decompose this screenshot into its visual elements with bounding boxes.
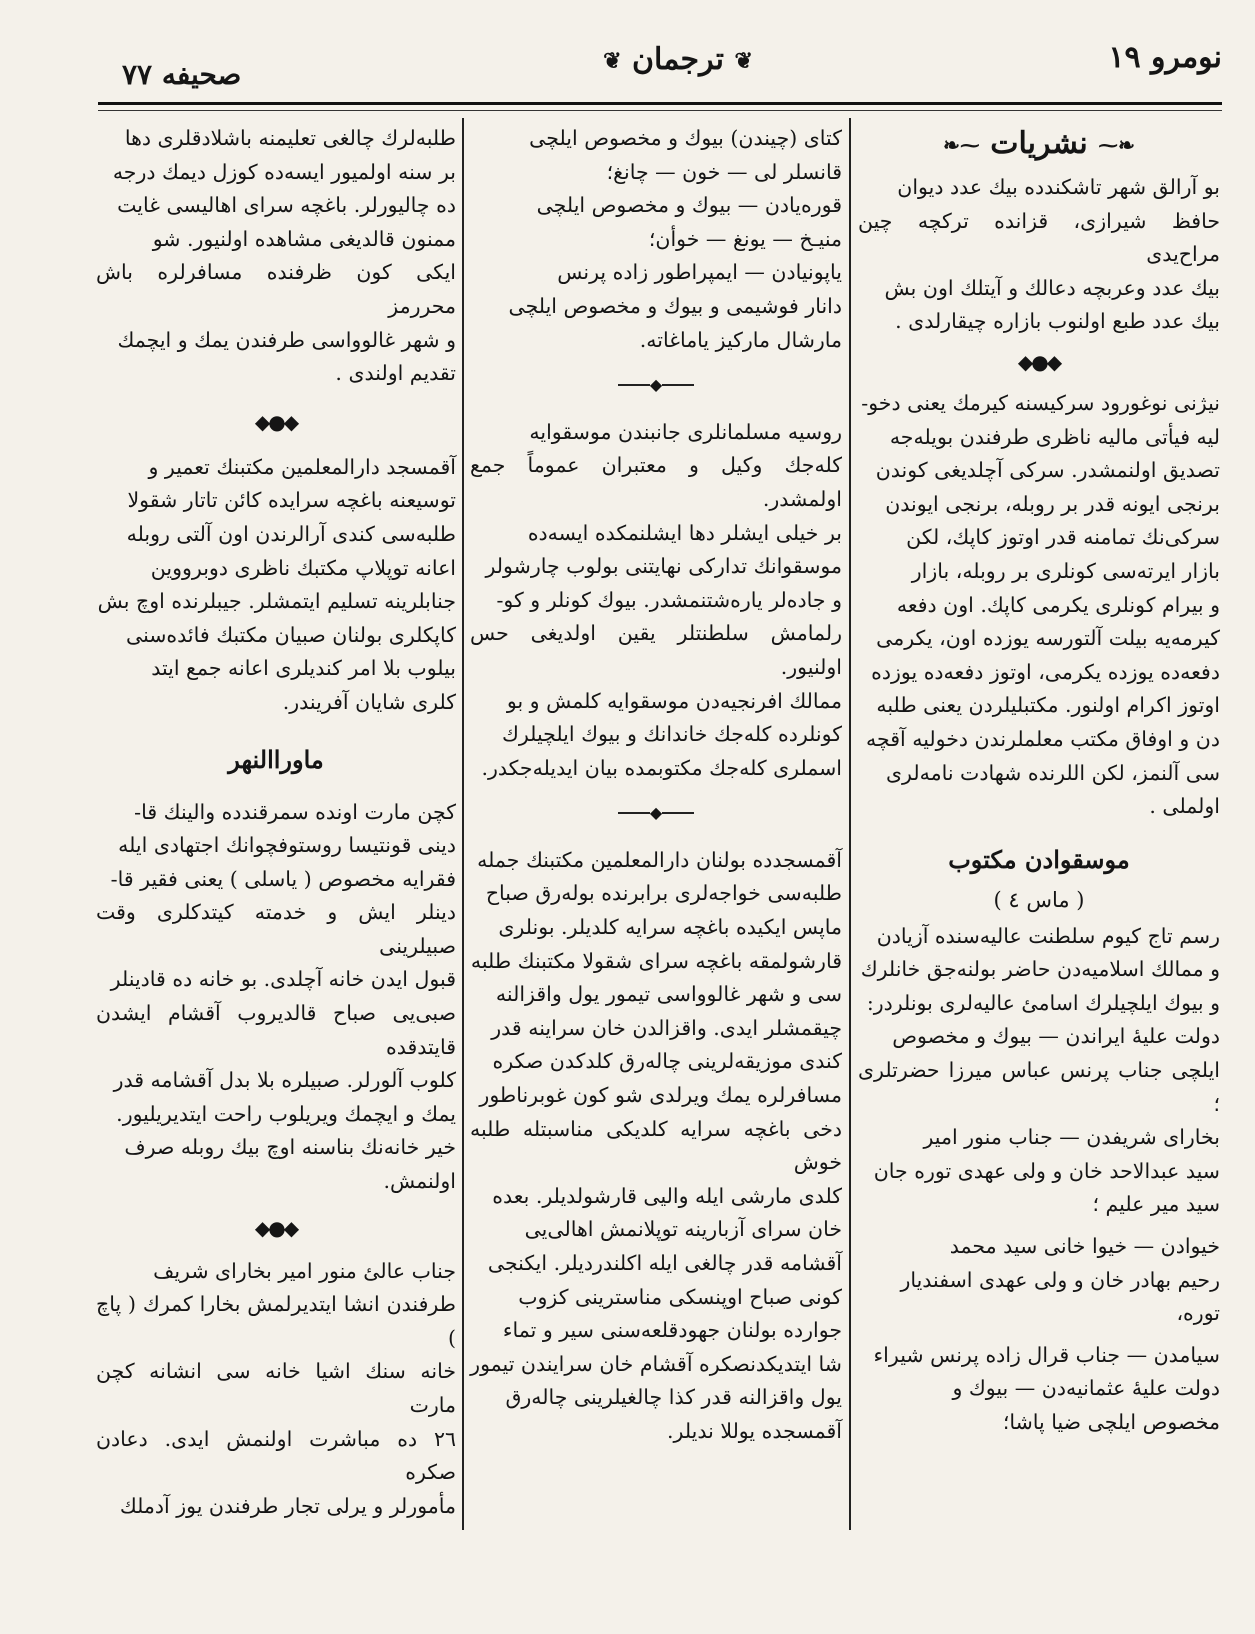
subsection-date: ( ماس ٤ )	[993, 887, 1085, 912]
divider-diamond: ◆	[649, 803, 663, 823]
line-divider	[470, 795, 842, 830]
page-number: صحيفه ٧٧	[122, 58, 242, 91]
article-paragraph: كتاى (چيندن) بيوك و مخصوص ايلچى قانسلر لى — خون — چانغ؛ قوره‌يادن — بيوك و مخصوص ايلچى منيـخ — يونغ — خوأن؛ ياپونيادن — ايمپراطور زاده پرنس دانار فوشيمى و بيوك و مخصوص ايلچى مارشال ماركيز ياماغاته.	[508, 126, 842, 352]
issue-number: نومرو ١٩	[1108, 40, 1222, 75]
section-title-transoxiana: ماوراالنهر	[228, 744, 324, 774]
column-middle	[470, 122, 842, 1449]
article-paragraph: روسيه مسلمانلرى جانبندن موسقوايه كله‌جك وكيل و معتبران عموماً جمع اولمشدر. بر خيلى ايشلر دها ايشلنمكده ايسه‌ده موسقوانك تداركى نهايتنى بولوب چارشولر و جاده‌لر يارەشتنمشدر. بيوك كونلر و كو- رلمامش سلطنتلر يقين اولديغى حس اولنيور. ممالك افرنجيه‌دن موسقوايه كلمش و بو كونلرده كله‌جك خاندانك و بيوك ايلچيلرك اسملرى كله‌جك مكتوبمده بيان ايديله‌جكدر.	[470, 419, 842, 780]
title-ornament-right: ❦	[734, 48, 753, 74]
article-paragraph: جناب عالئ منور امير بخاراى شريف طرفندن انشا ايتديرلمش بخارا كمرك ( پاچ ) خانه سنك اشيا خانه سى انشانه كچن مارت ٢٦ ده مباشرت اولنمش ايدى. دعادن صكره مأمورلر و يرلى تجار طرفندن يوز آدملك	[96, 1258, 456, 1518]
article-paragraph: بو آرالق شهر تاشكندده بيك عدد ديوان حافظ شيرازى، قزانده تركچه چين مراح‌يدى بيك عدد وعربچه دعالك و آيتلك اون بش بيك عدد طبع اولنوب بازاره چيقارلدى .	[858, 175, 1220, 334]
column-left	[96, 122, 456, 1523]
header-rule-thin	[98, 110, 1222, 111]
article-paragraph: خيوادن — خيوا خانى سيد محمد رحيم بهادر خان و ولى عهدى اسفنديار توره،	[900, 1234, 1220, 1326]
title-ornament-left: ❦	[603, 48, 622, 74]
column-separator-left	[462, 118, 464, 1530]
section-ornament-right: ❧⁓	[1098, 133, 1135, 157]
subsection-title: موسقوادن مكتوب	[948, 844, 1130, 874]
section-title-text: نشريات	[990, 126, 1088, 161]
article-paragraph: نيژنى نوغورود سركيسنه كيرمك يعنى دخو- ليه فيأتى ماليه ناظرى طرفندن بويله‌جه تصديق اولنمشدر. سركى آچلديغى كوندن برنجى ايونه قدر بر روبله، برنجى ايوندن سركى‌نك تمامنه قدر اوتوز كاپك، لكن بازار ايرته‌سى كونلرى بر روبله، بازار و بيرام كونلرى يكرمى كاپك. اون دفعه كيرمه‌يه بيلت آلتورسه يوزده اون، يكرمى دفعه‌ده يوزده يكرمى، اوتوز دفعه‌ده يوزده اوتوز اكرام اولنور. مكتبليلردن يعنى طلبه دن و اوفاق مكتب معلملرندن دخوليه آقچه سى آلنمز، لكن اللرنده شهادت نامه‌لرى اولملى .	[861, 390, 1220, 819]
ornament-divider: ◆●◆	[1017, 349, 1061, 374]
section-ornament-left: ⁓❧	[943, 133, 980, 157]
section-title-publications	[858, 124, 1220, 165]
article-paragraph: سيامدن — جناب قرال زاده پرنس شيراء دولت عليهٔ عثمانيه‌دن — بيوك و مخصوص ايلچى ضيا پاشا؛	[873, 1342, 1220, 1434]
article-paragraph: آقمسجدده بولنان دارالمعلمين مكتبنك جمله طلبه‌سى خواجه‌لرى برابرنده بوله‌رق صباح ماپس ايكيده باغچه سرايه كلديلر. بونلرى قارشولمقه باغچه سراى شقولا مكتبنك طلبه سى و شهر غالوواسى تيمور يول واقزالنه چيقمشلر ايدى. واقزالدن خان سراينه قدر كندى موزيقه‌لرينى چاله‌رق كلدكدن صكره مسافرلره يمك ويرلدى شو كون غوبرناطور دخى باغچه سرايه كلديكى مناسبتله طلبه خوش كلدى مارشى ايله واليى قارشولديلر. بعده خان سراى آزبارينه توپلانمش اهالى‌يى آقشامه قدر چالغى ايله اكلندرديلر. ايكنجى كونى صباح اوپنسكى مناسترينى كزوب جوارده بولنان جهودقلعه‌سنى سير و تماء شا ايتديكدنصكره آقشام خان سرايندن تيمور يول واقزالنه قدر كذا چالغيلرينى چاله‌رق آقمسجده يوللا نديلر.	[470, 847, 842, 1443]
column-right	[858, 122, 1220, 1440]
page-header	[98, 40, 1222, 106]
article-paragraph: كچن مارت اونده سمرقندده والينك قا- دينى قونتيسا روستوفچوانك اجتهادى ايله فقرايه مخصوص ( ياسلى ) يعنى فقير قا- دينلر ايش و خدمته كيتدكلرى وقت صبيلرينى قبول ايدن خانه آچلدى. بو خانه ده قادينلر صبى‌يى صباح قالديروب آقشام ايشدن قايتدقده كلوب آلورلر. صبيلره بلا بدل آقشامه قدر يمك و ايچمك ويريلوب راحت ايتديريليور. خير خانه‌نك بناسنه اوچ بيك روبله صرف اولنمش.	[96, 799, 456, 1194]
newspaper-title	[568, 42, 788, 77]
article-paragraph: آقمسجد دارالمعلمين مكتبنك تعمير و توسيعنه باغچه سرايده كائن تاتار شقولا طلبه‌سى كندى آرالرندن اون آلتى روبله اعانه توپلاپ مكتبك ناظرى دوبرووين جنابلرينه تسليم ايتمشلر. جيبلرنده اوچ بش كاپكلرى بولنان صبيان مكتبك فائده‌سنى بيلوب بلا امر كنديلرى اعانه جمع ايتد كلرى شايان آفريندر.	[97, 454, 456, 714]
article-paragraph: رسم تاج كيوم سلطنت عاليه‌سنده آزيادن و ممالك اسلاميه‌دن حاضر بولنه‌جق خانلرك و بيوك ايلچيلرك اسامئ عاليه‌لرى بونلردر: دولت عليهٔ ايراندن — بيوك و مخصوص ايلچى جناب پرنس عباس ميرزا حضرتلرى ؛ بخاراى شريفدن — جناب منور امير سيد عبدالاحد خان و ولى عهدى توره جان سيد مير عليم ؛	[858, 923, 1220, 1217]
newspaper-title-text: ترجمان	[632, 42, 724, 77]
ornament-divider: ◆●◆	[254, 409, 298, 434]
header-rule	[98, 102, 1222, 105]
divider-diamond: ◆	[649, 375, 663, 395]
line-divider	[470, 367, 842, 402]
ornament-divider: ◆●◆	[254, 1215, 298, 1240]
column-separator-right	[849, 118, 851, 1530]
article-paragraph: طلبه‌لرك چالغى تعليمنه باشلادقلرى دها بر سنه اولميور ايسه‌ده كوزل ديمك درجه‌ ده چاليورلر. باغچه سراى اهاليسى غايت ممنون قالديغى مشاهده اولنيور. شو ايكى كون ظرفنده مسافرلره باش محررمز و شهر غالوواسى طرفندن يمك و ايچمك تقديم اولندى .	[96, 126, 456, 386]
